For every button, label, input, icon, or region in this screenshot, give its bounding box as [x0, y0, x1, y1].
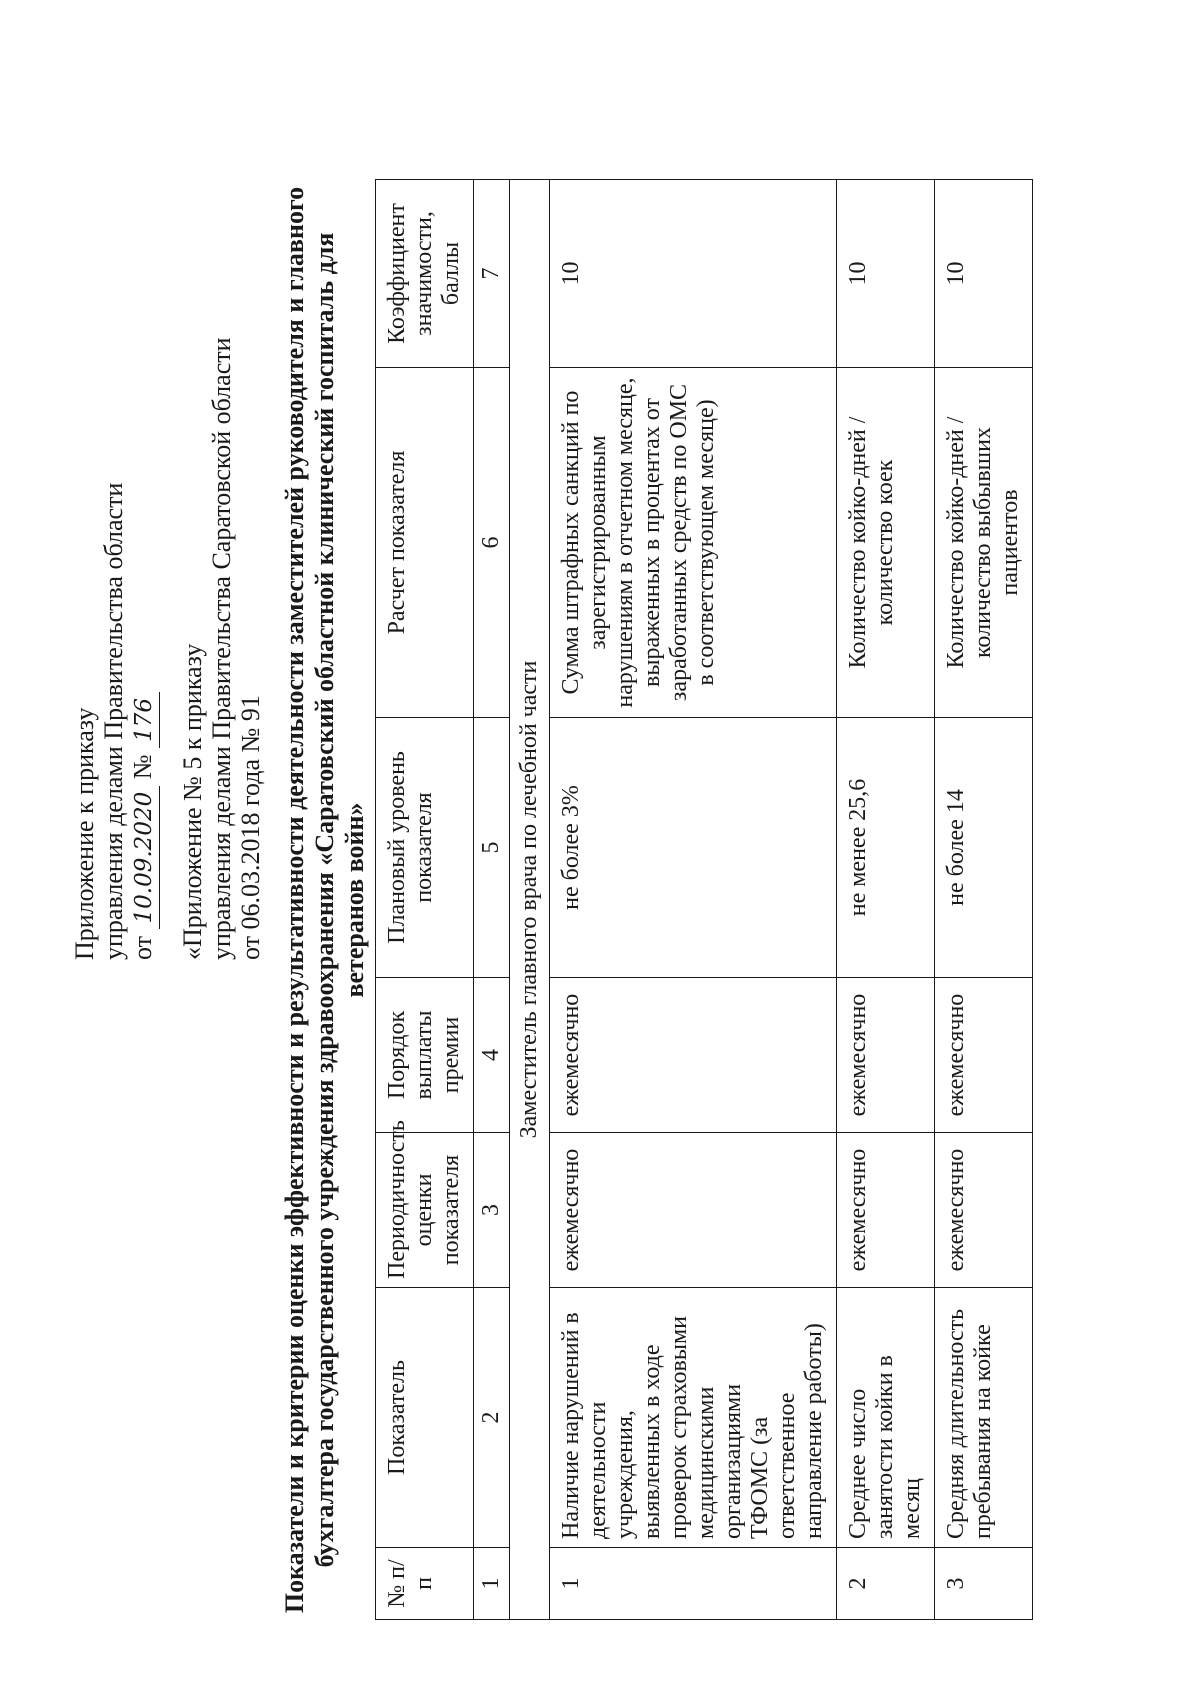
header-cell: Плановый уровень показателя [376, 718, 474, 978]
approval-line-5: управления делами Правительства Саратовской области [207, 337, 236, 960]
column-number: 5 [474, 718, 510, 978]
header-row [376, 180, 474, 1620]
approval-line-4: «Приложение № 5 к приказу [178, 643, 207, 960]
coef-cell: 10 [935, 180, 1033, 368]
approval-date-line [128, 320, 160, 960]
table-row [837, 180, 935, 1620]
column-number-row [474, 180, 510, 1620]
periodicity-cell: ежемесячно [935, 1133, 1033, 1288]
header-cell: Показатель [376, 1288, 474, 1548]
handwritten-date: 10.09.2020 [130, 786, 160, 930]
section-title: Заместитель главного врача по лечебной части [510, 180, 550, 1620]
calc-cell: Количество койко-дней / количество выбывших пациентов [935, 368, 1033, 718]
column-number: 6 [474, 368, 510, 718]
column-number: 1 [474, 1548, 510, 1620]
calc-cell: Количество койко-дней / количество коек [837, 368, 935, 718]
coef-cell: 10 [550, 180, 837, 368]
date-prefix: от [128, 935, 157, 960]
column-number: 2 [474, 1288, 510, 1548]
payment-cell: ежемесячно [837, 978, 935, 1133]
handwritten-number: 176 [130, 692, 160, 748]
coef-cell: 10 [837, 180, 935, 368]
periodicity-cell: ежемесячно [837, 1133, 935, 1288]
header-cell: Коэффициент значимости, баллы [376, 180, 474, 368]
title-line-1: Показатели и критерии оценки эффективности и результативности деятельности заместителей руководителя и главного [280, 186, 309, 1614]
section-row [510, 180, 550, 1620]
indicators-table [375, 179, 1033, 1620]
column-number: 3 [474, 1133, 510, 1288]
column-number: 7 [474, 180, 510, 368]
row-number: 2 [837, 1548, 935, 1620]
document-title [280, 180, 370, 1620]
indicator-cell: Средняя длительность пребывания на койке [935, 1288, 1033, 1548]
header-cell: Расчет показателя [376, 368, 474, 718]
periodicity-cell: ежемесячно [550, 1133, 837, 1288]
header-cell: № п/п [376, 1548, 474, 1620]
payment-cell: ежемесячно [935, 978, 1033, 1133]
plan-cell: не менее 25,6 [837, 718, 935, 978]
table-row [935, 180, 1033, 1620]
title-line-2: бухгалтера государственного учреждения здравоохранения «Саратовский областной клинический госпиталь для ветеранов войн» [310, 232, 369, 1568]
payment-cell: ежемесячно [550, 978, 837, 1133]
row-number: 3 [935, 1548, 1033, 1620]
column-number: 4 [474, 978, 510, 1133]
approval-line-6: от 06.03.2018 года № 91 [236, 695, 265, 960]
plan-cell: не более 3% [550, 718, 837, 978]
document-page [30, 60, 1170, 1660]
header-cell: Периодичность оценки показателя [376, 1133, 474, 1288]
table-row [550, 180, 837, 1620]
header-cell: Порядок выплаты премии [376, 978, 474, 1133]
calc-cell: Сумма штрафных санкций по зарегистрированным нарушениям в отчетном месяце, выраженных в процентах от заработанных средств по ОМС в соответствующем месяце) [550, 368, 837, 718]
indicator-cell: Среднее число занятости койки в месяц [837, 1288, 935, 1548]
number-prefix: № [128, 754, 157, 780]
approval-line-1: Приложение к приказу [70, 707, 99, 960]
plan-cell: не более 14 [935, 718, 1033, 978]
approval-line-2: управления делами Правительства области [99, 482, 128, 960]
indicator-cell: Наличие нарушений в деятельности учреждения, выявленных в ходе проверок страховыми медицинскими организациями ТФОМС (за ответственное направление работы) [550, 1288, 837, 1548]
row-number: 1 [550, 1548, 837, 1620]
approval-block [70, 320, 265, 960]
